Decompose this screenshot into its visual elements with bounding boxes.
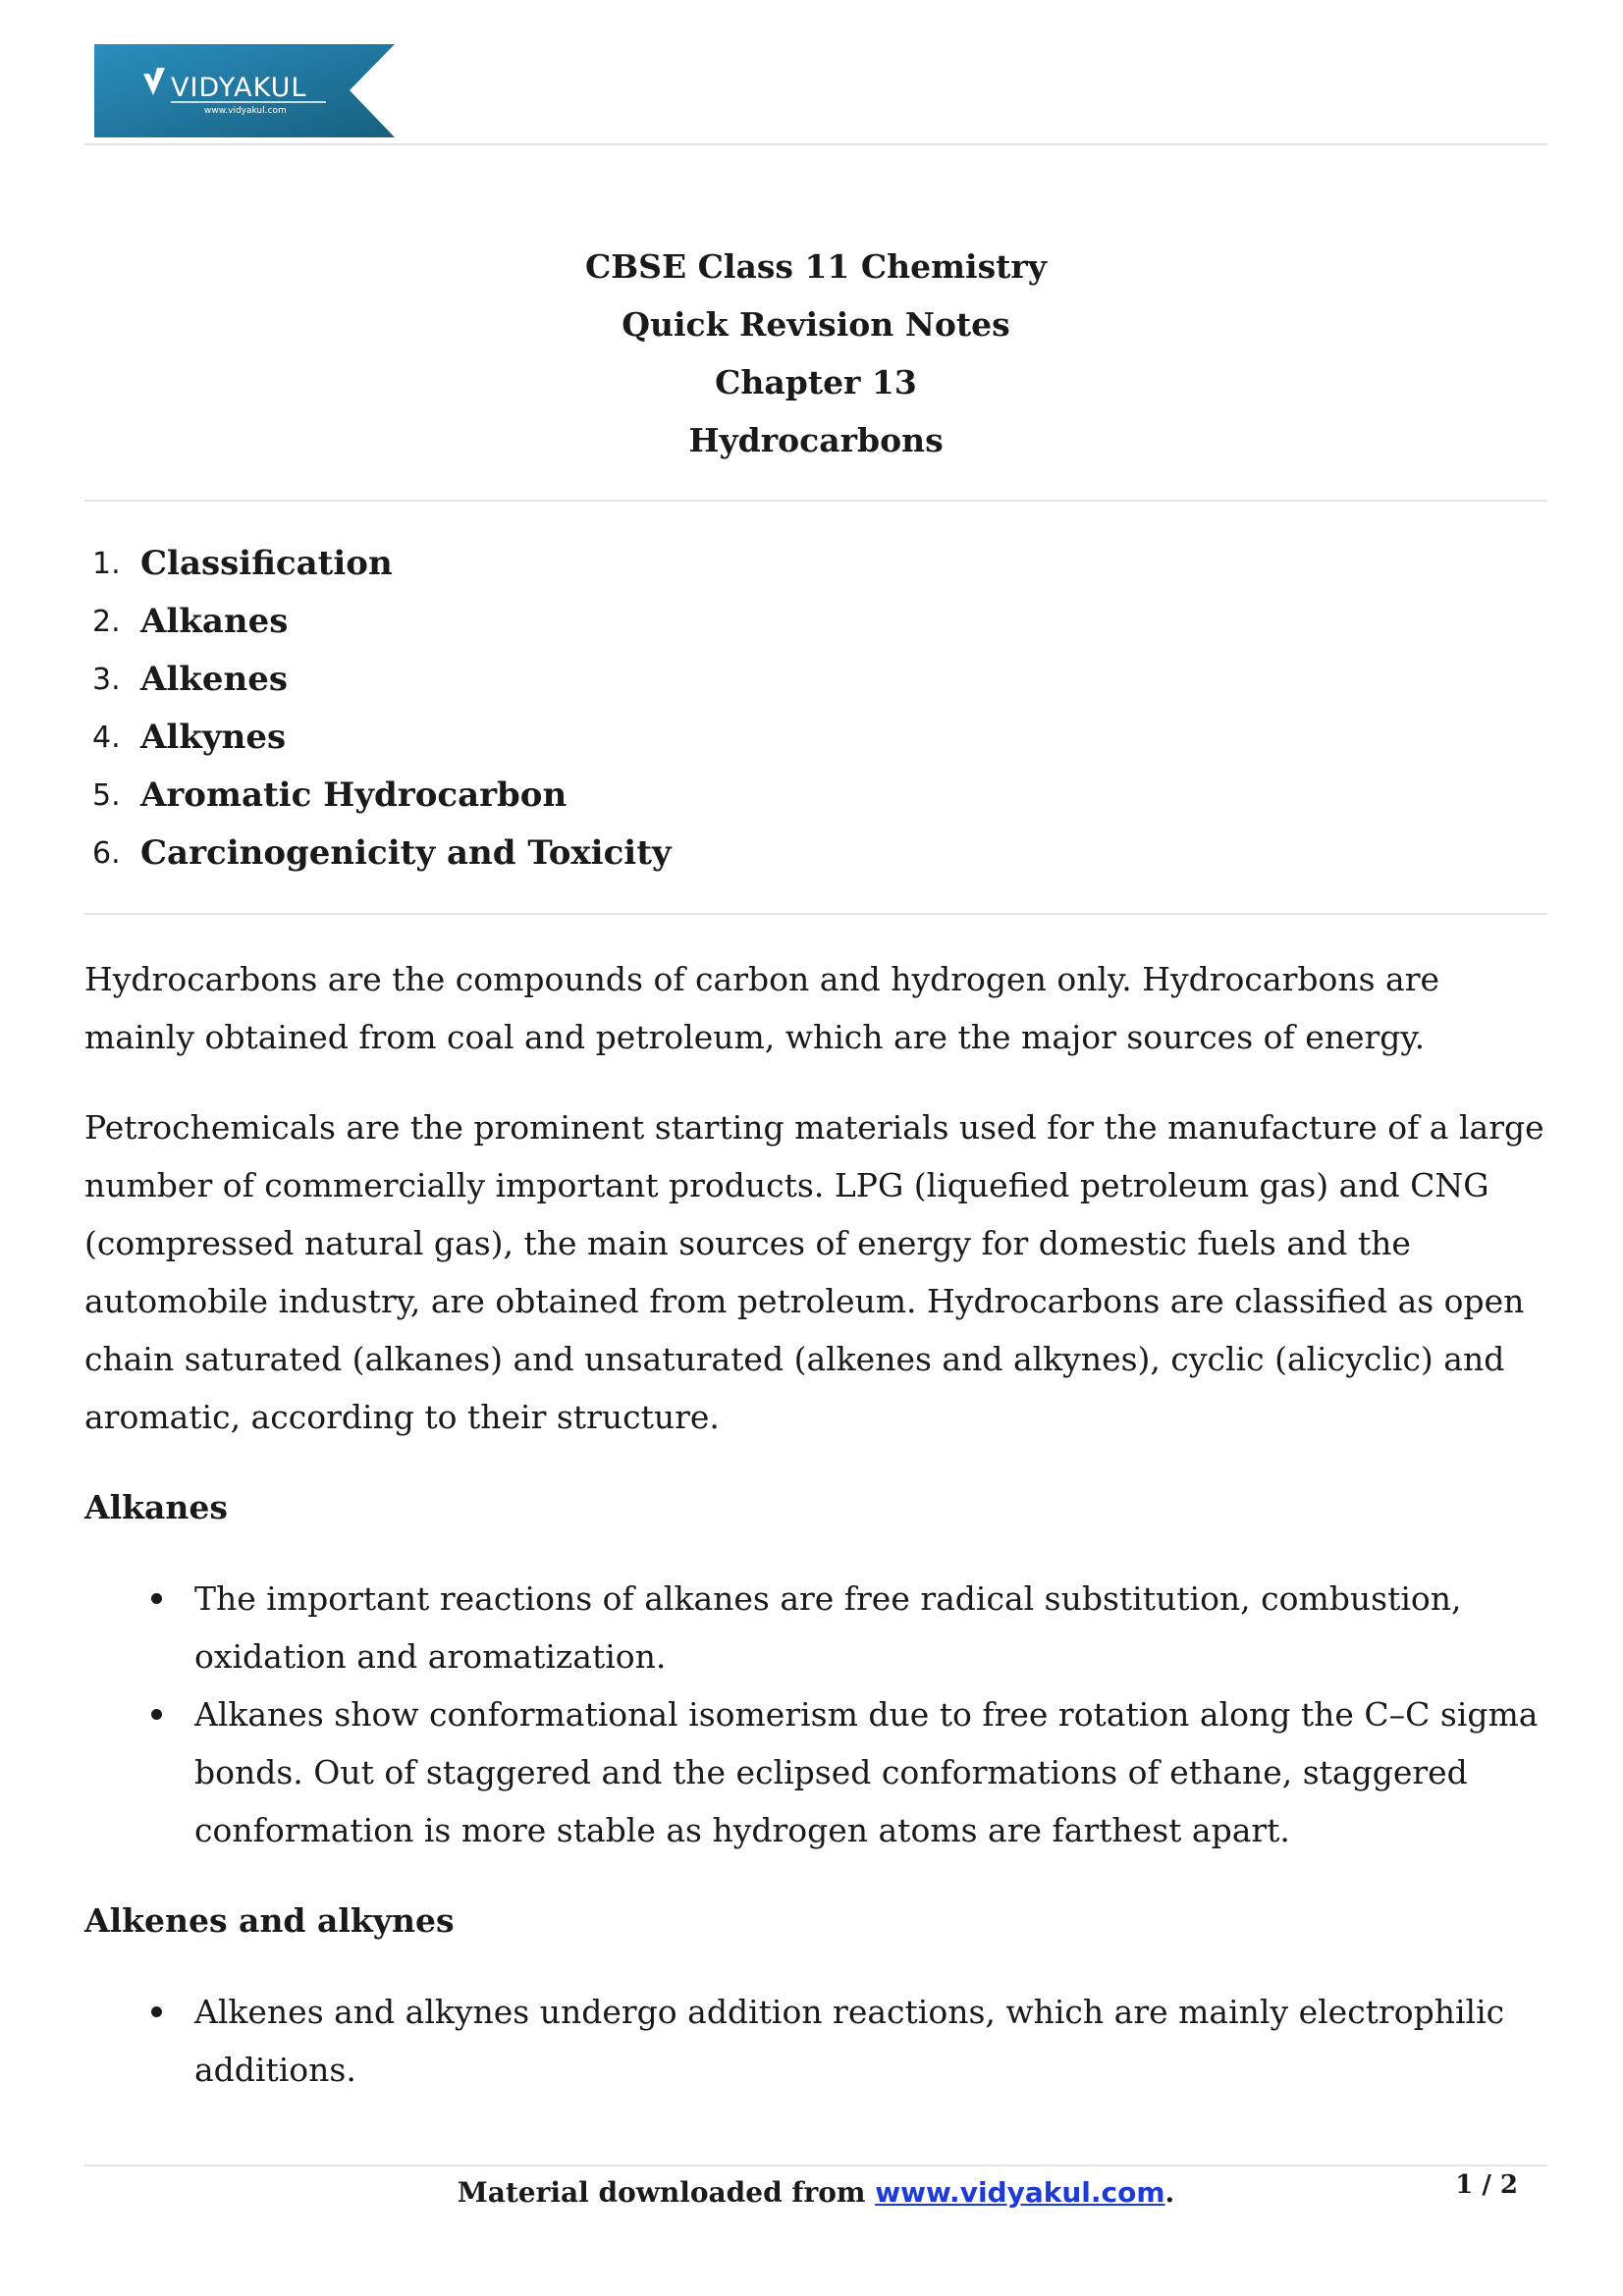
toc-item bbox=[84, 651, 1459, 709]
main-content bbox=[84, 950, 1557, 2131]
toc-label: Alkanes bbox=[140, 602, 289, 641]
header-divider bbox=[84, 143, 1547, 145]
list-item bbox=[84, 1983, 1557, 2099]
logo-subtext: www.vidyakul.com bbox=[204, 106, 287, 116]
title-line: Chapter 13 bbox=[715, 363, 917, 401]
alkenes-bullet-list bbox=[84, 1983, 1557, 2099]
toc-number: 2. bbox=[92, 605, 121, 639]
footer-divider bbox=[84, 2164, 1547, 2166]
footer-text bbox=[84, 2173, 1547, 2213]
toc-label: Alkenes bbox=[140, 660, 288, 699]
toc-item bbox=[84, 535, 1459, 593]
alkanes-bullet-list bbox=[84, 1570, 1557, 1859]
toc-number: 1. bbox=[92, 547, 121, 581]
list-item-text: Alkanes show conformational isomerism due to free rotation along the C–C sigma bonds. Out of staggered and the eclipsed conformations of ethane, staggered conformation is more stable as hydrogen atoms are farthest apart. bbox=[194, 1695, 1539, 1849]
toc-number: 6. bbox=[92, 836, 121, 871]
toc-number: 3. bbox=[92, 663, 121, 697]
toc-label: Carcinogenicity and Toxicity bbox=[140, 833, 672, 873]
toc-number: 5. bbox=[92, 778, 121, 813]
bullet-icon bbox=[151, 2006, 162, 2017]
toc-label: Aromatic Hydrocarbon bbox=[140, 775, 568, 815]
toc-item bbox=[84, 825, 1459, 882]
section-heading-alkanes: Alkanes bbox=[84, 1488, 228, 1526]
footer-link[interactable]: www.vidyakul.com bbox=[875, 2176, 1165, 2209]
table-of-contents bbox=[84, 535, 1459, 882]
footer-suffix: . bbox=[1164, 2176, 1175, 2209]
vidyakul-logo[interactable] bbox=[94, 44, 395, 137]
bullet-icon bbox=[151, 1709, 162, 1720]
toc-item bbox=[84, 767, 1459, 825]
toc-item bbox=[84, 709, 1459, 767]
title-line: Quick Revision Notes bbox=[622, 305, 1010, 344]
page-number: 1 / 2 bbox=[1455, 2170, 1518, 2200]
toc-divider bbox=[84, 913, 1547, 915]
title-line: CBSE Class 11 Chemistry bbox=[585, 247, 1047, 286]
footer-prefix: Material downloaded from bbox=[457, 2176, 876, 2209]
logo-banner bbox=[94, 44, 395, 137]
list-item bbox=[84, 1570, 1557, 1685]
toc-item bbox=[84, 593, 1459, 651]
title-divider bbox=[84, 500, 1547, 502]
document-title bbox=[84, 238, 1547, 469]
list-item-text: The important reactions of alkanes are free radical substitution, combustion, oxidation and aromatization. bbox=[194, 1579, 1462, 1676]
toc-label: Classification bbox=[140, 544, 393, 583]
intro-paragraph: Hydrocarbons are the compounds of carbon and hydrogen only. Hydrocarbons are mainly obtained from coal and petroleum, which are the major sources of energy. bbox=[84, 960, 1440, 1056]
title-line: Hydrocarbons bbox=[688, 421, 944, 459]
logo-text: VIDYAKUL bbox=[171, 73, 307, 103]
list-item-text: Alkenes and alkynes undergo addition reactions, which are mainly electrophilic additions. bbox=[194, 1993, 1505, 2089]
list-item bbox=[84, 1685, 1557, 1859]
toc-label: Alkynes bbox=[140, 718, 287, 757]
petrochemicals-paragraph: Petrochemicals are the prominent starting materials used for the manufacture of a large number of commercially important products. LPG (liquefied petroleum gas) and CNG (compressed natural gas), the main sources of energy for domestic fuels and the automobile industry, are obtained from petroleum. Hydrocarbons are classified as open chain saturated (alkanes) and unsaturated (alkenes and alkynes), cyclic (alicyclic) and aromatic, according to their structure. bbox=[84, 1108, 1544, 1436]
toc-number: 4. bbox=[92, 721, 121, 755]
section-heading-alkenes-alkynes: Alkenes and alkynes bbox=[84, 1901, 455, 1940]
bullet-icon bbox=[151, 1593, 162, 1604]
